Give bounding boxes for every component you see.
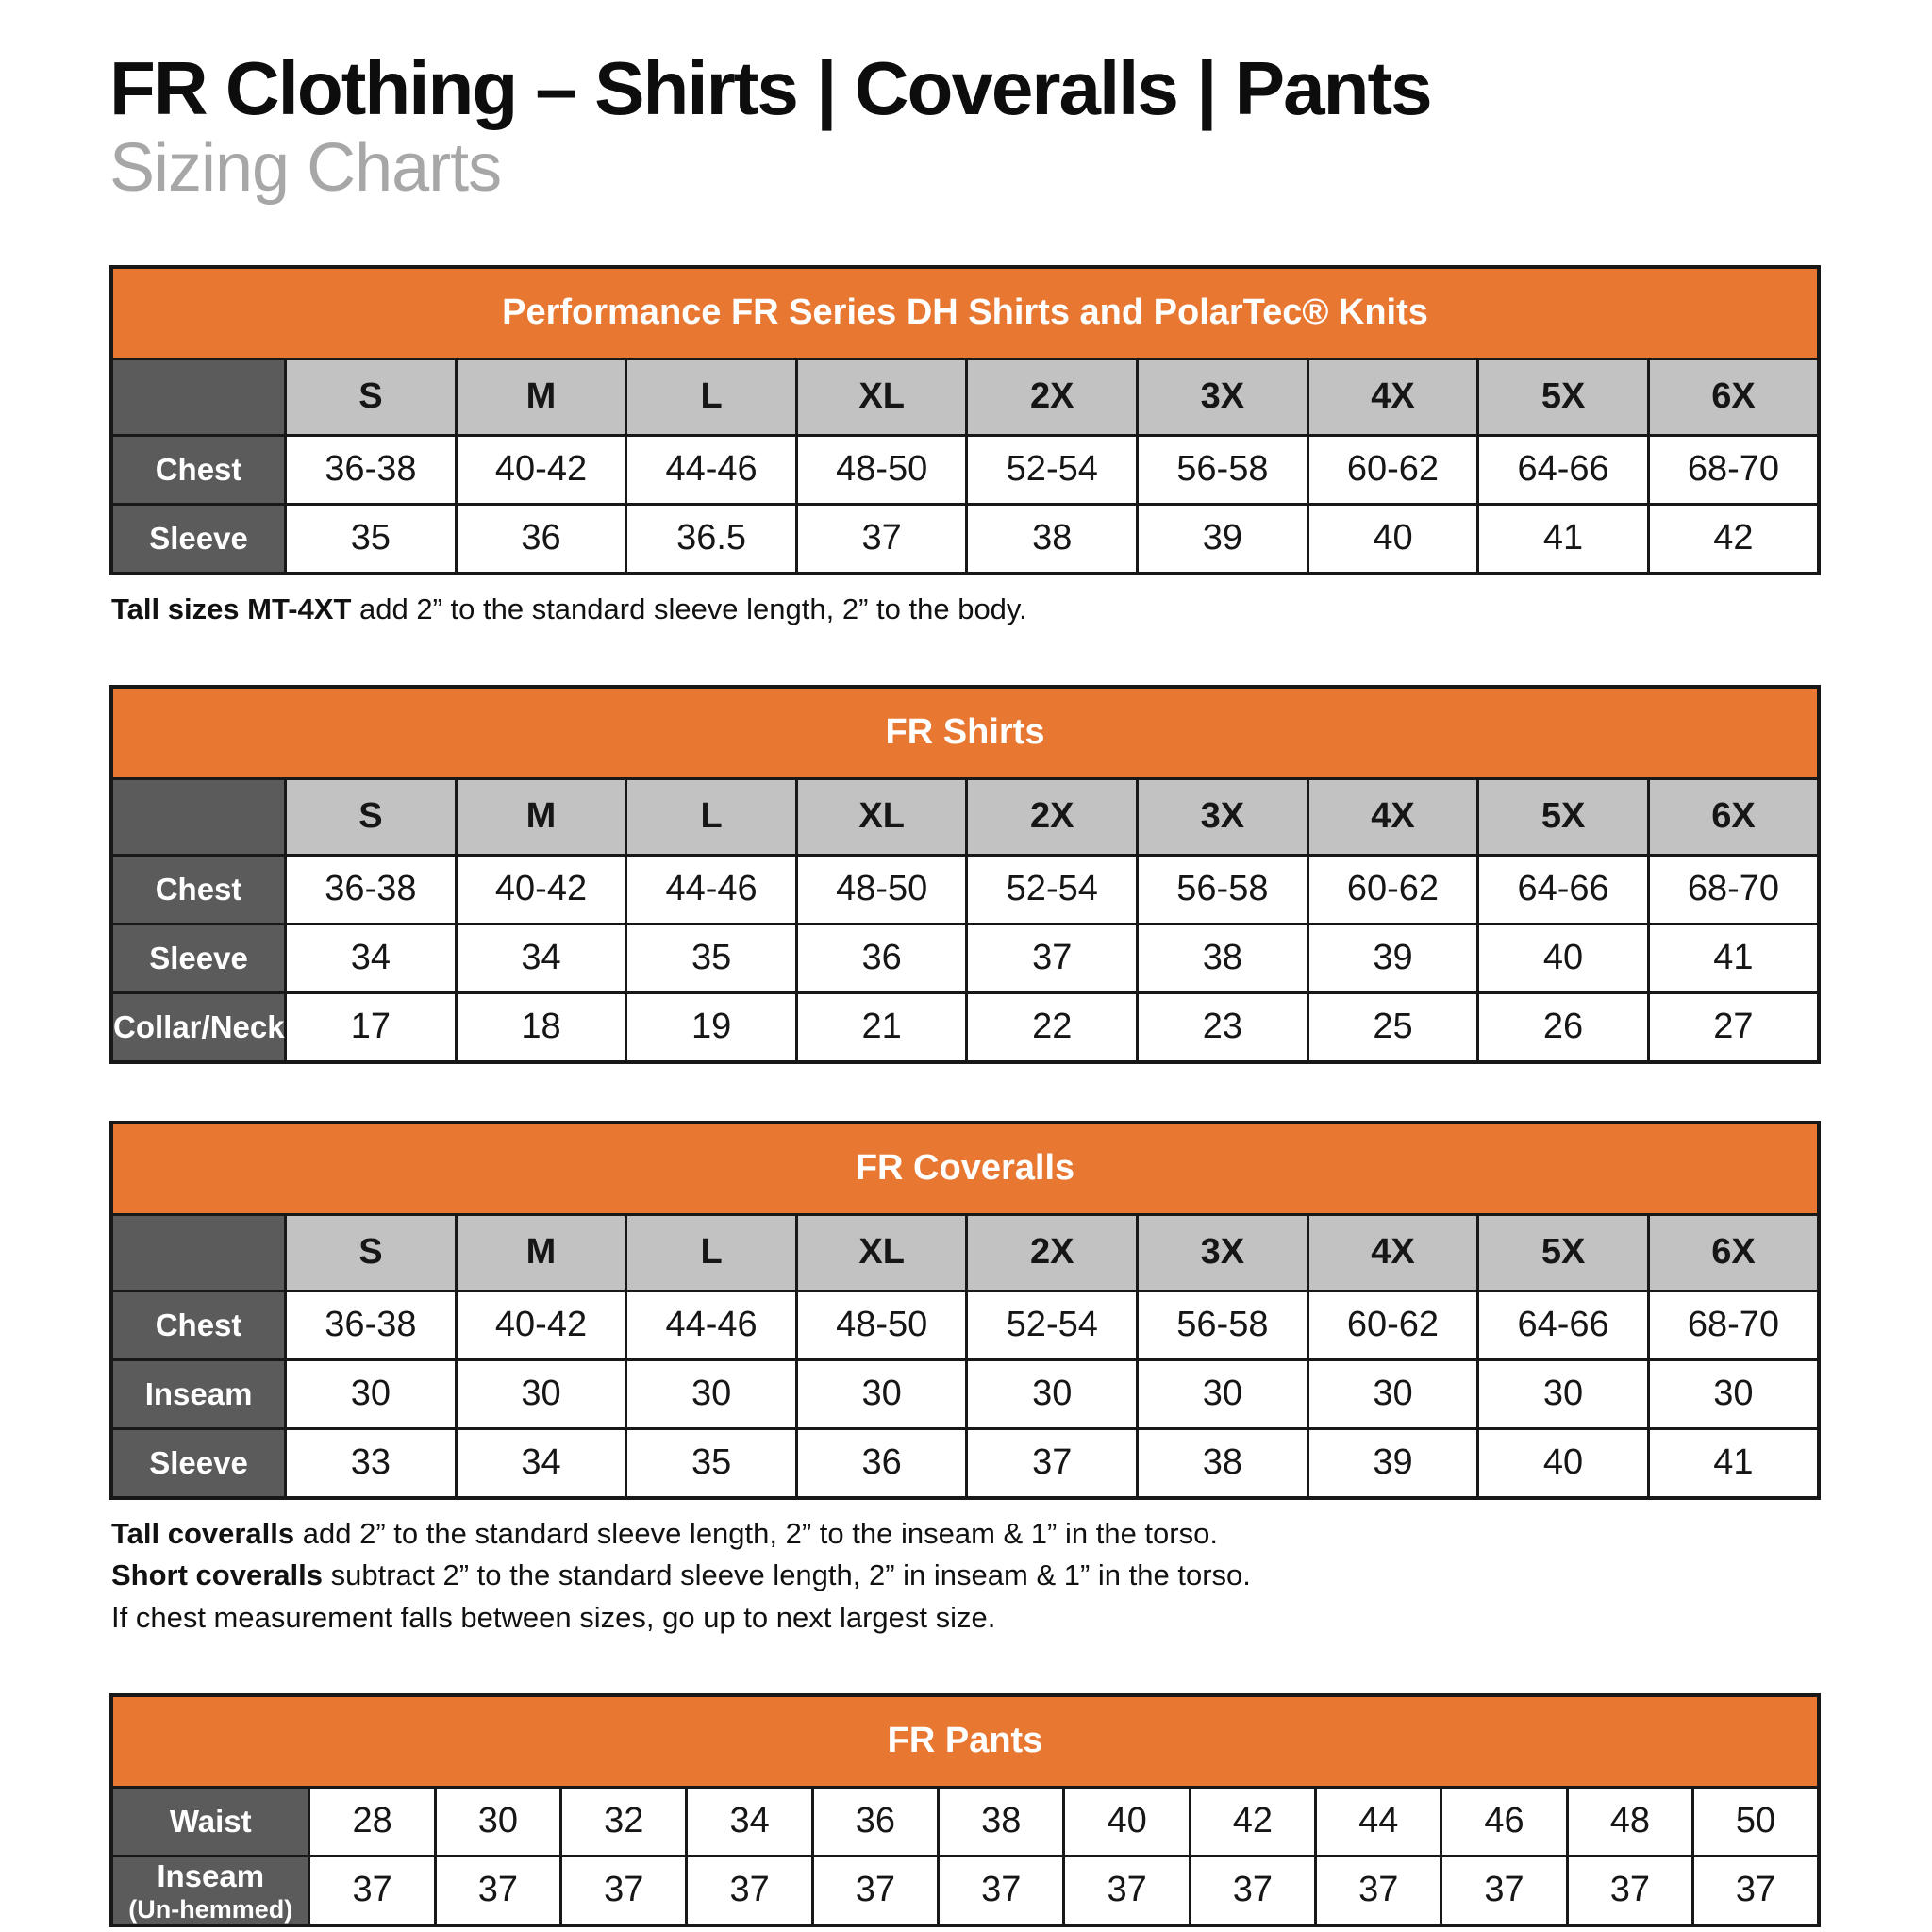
table-note <box>111 1515 1821 1553</box>
value-cell: 48-50 <box>796 1291 967 1359</box>
value-cell: 50 <box>1693 1787 1819 1856</box>
size-header-2X: 2X <box>967 358 1138 435</box>
value-cell: 37 <box>1693 1856 1819 1925</box>
value-cell: 32 <box>561 1787 687 1856</box>
table-title-fr-shirts: FR Shirts <box>111 687 1819 779</box>
size-header-row <box>111 778 1819 855</box>
size-header-row <box>111 1214 1819 1291</box>
size-header-3X: 3X <box>1138 1214 1308 1291</box>
table-performance-fr-knits <box>109 265 1821 575</box>
value-cell: 37 <box>939 1856 1064 1925</box>
size-header-S: S <box>286 1214 457 1291</box>
value-cell: 35 <box>286 504 457 574</box>
size-header-XL: XL <box>796 778 967 855</box>
section-fr-shirts <box>109 685 1821 1064</box>
value-cell: 30 <box>1307 1359 1478 1428</box>
value-cell: 60-62 <box>1307 1291 1478 1359</box>
value-cell: 28 <box>309 1787 435 1856</box>
size-header-4X: 4X <box>1307 1214 1478 1291</box>
value-cell: 37 <box>687 1856 812 1925</box>
value-cell: 30 <box>967 1359 1138 1428</box>
size-header-2X: 2X <box>967 1214 1138 1291</box>
value-cell: 36-38 <box>286 855 457 924</box>
value-cell: 37 <box>812 1856 938 1925</box>
table-title-row <box>111 1123 1819 1215</box>
size-header-4X: 4X <box>1307 778 1478 855</box>
table-fr-pants <box>109 1693 1821 1927</box>
row-label: Inseam (Un-hemmed) <box>111 1856 309 1925</box>
value-cell: 40 <box>1064 1787 1190 1856</box>
size-header-4X: 4X <box>1307 358 1478 435</box>
value-cell: 26 <box>1478 992 1649 1062</box>
notes-fr-coveralls <box>111 1515 1821 1637</box>
value-cell: 40-42 <box>456 855 626 924</box>
value-cell: 39 <box>1138 504 1308 574</box>
value-cell: 37 <box>967 924 1138 992</box>
note-bold-text: Tall sizes MT-4XT <box>111 591 352 625</box>
value-cell: 37 <box>1567 1856 1692 1925</box>
table-title-performance-fr-knits: Performance FR Series DH Shirts and PolarTec® Knits <box>111 267 1819 359</box>
value-cell: 30 <box>456 1359 626 1428</box>
table-row-sleeve <box>111 504 1819 574</box>
size-header-XL: XL <box>796 1214 967 1291</box>
value-cell: 37 <box>967 1428 1138 1498</box>
table-title-row <box>111 687 1819 779</box>
row-label: Sleeve <box>111 1428 286 1498</box>
value-cell: 39 <box>1307 1428 1478 1498</box>
table-row-sleeve <box>111 924 1819 992</box>
table-row-inseam <box>111 1856 1819 1925</box>
value-cell: 27 <box>1648 992 1819 1062</box>
value-cell: 44-46 <box>626 855 797 924</box>
value-cell: 60-62 <box>1307 435 1478 504</box>
table-row-collar-neck <box>111 992 1819 1062</box>
value-cell: 36-38 <box>286 435 457 504</box>
size-header-5X: 5X <box>1478 358 1649 435</box>
size-header-M: M <box>456 358 626 435</box>
note-text: If chest measurement falls between sizes, go up to next largest size. <box>111 1600 996 1634</box>
value-cell: 30 <box>626 1359 797 1428</box>
value-cell: 40-42 <box>456 435 626 504</box>
size-header-M: M <box>456 1214 626 1291</box>
table-row-chest <box>111 435 1819 504</box>
value-cell: 68-70 <box>1648 855 1819 924</box>
size-header-L: L <box>626 1214 797 1291</box>
sizing-tables-container <box>109 265 1821 1927</box>
value-cell: 44-46 <box>626 435 797 504</box>
value-cell: 41 <box>1478 504 1649 574</box>
value-cell: 21 <box>796 992 967 1062</box>
table-row-inseam <box>111 1359 1819 1428</box>
corner-cell <box>111 778 286 855</box>
table-note <box>111 1599 1821 1637</box>
section-fr-pants <box>109 1693 1821 1927</box>
row-label: Waist <box>111 1787 309 1856</box>
value-cell: 48-50 <box>796 855 967 924</box>
value-cell: 22 <box>967 992 1138 1062</box>
row-label: Inseam <box>111 1359 286 1428</box>
notes-performance-fr-knits <box>111 591 1821 628</box>
value-cell: 30 <box>1138 1359 1308 1428</box>
value-cell: 37 <box>796 504 967 574</box>
value-cell: 34 <box>456 924 626 992</box>
size-header-M: M <box>456 778 626 855</box>
size-header-6X: 6X <box>1648 358 1819 435</box>
row-label: Chest <box>111 435 286 504</box>
value-cell: 37 <box>1064 1856 1190 1925</box>
value-cell: 42 <box>1648 504 1819 574</box>
value-cell: 18 <box>456 992 626 1062</box>
row-label: Chest <box>111 1291 286 1359</box>
value-cell: 44 <box>1316 1787 1441 1856</box>
size-header-5X: 5X <box>1478 778 1649 855</box>
note-text: add 2” to the standard sleeve length, 2” to the body. <box>351 591 1027 625</box>
size-header-6X: 6X <box>1648 778 1819 855</box>
note-bold-text: Short coveralls <box>111 1558 323 1592</box>
table-title-row <box>111 1695 1819 1788</box>
value-cell: 37 <box>435 1856 560 1925</box>
page-subtitle: Sizing Charts <box>109 130 502 206</box>
value-cell: 68-70 <box>1648 435 1819 504</box>
value-cell: 38 <box>1138 1428 1308 1498</box>
value-cell: 35 <box>626 924 797 992</box>
corner-cell <box>111 1214 286 1291</box>
value-cell: 25 <box>1307 992 1478 1062</box>
value-cell: 38 <box>1138 924 1308 992</box>
value-cell: 64-66 <box>1478 855 1649 924</box>
value-cell: 41 <box>1648 924 1819 992</box>
page-title: FR Clothing – Shirts | Coveralls | Pants <box>109 46 1431 130</box>
value-cell: 52-54 <box>967 855 1138 924</box>
value-cell: 64-66 <box>1478 435 1649 504</box>
row-label: Sleeve <box>111 504 286 574</box>
size-header-S: S <box>286 358 457 435</box>
value-cell: 19 <box>626 992 797 1062</box>
value-cell: 44-46 <box>626 1291 797 1359</box>
value-cell: 48 <box>1567 1787 1692 1856</box>
value-cell: 34 <box>286 924 457 992</box>
value-cell: 38 <box>967 504 1138 574</box>
size-header-3X: 3X <box>1138 358 1308 435</box>
value-cell: 60-62 <box>1307 855 1478 924</box>
size-header-2X: 2X <box>967 778 1138 855</box>
size-header-3X: 3X <box>1138 778 1308 855</box>
size-header-row <box>111 358 1819 435</box>
value-cell: 39 <box>1307 924 1478 992</box>
value-cell: 56-58 <box>1138 435 1308 504</box>
value-cell: 36 <box>796 1428 967 1498</box>
value-cell: 30 <box>435 1787 560 1856</box>
value-cell: 30 <box>1648 1359 1819 1428</box>
table-row-chest <box>111 855 1819 924</box>
value-cell: 30 <box>1478 1359 1649 1428</box>
table-row-waist <box>111 1787 1819 1856</box>
value-cell: 52-54 <box>967 1291 1138 1359</box>
value-cell: 36-38 <box>286 1291 457 1359</box>
value-cell: 40-42 <box>456 1291 626 1359</box>
value-cell: 35 <box>626 1428 797 1498</box>
value-cell: 36.5 <box>626 504 797 574</box>
value-cell: 40 <box>1307 504 1478 574</box>
value-cell: 42 <box>1190 1787 1315 1856</box>
section-performance-fr-knits <box>109 265 1821 628</box>
value-cell: 30 <box>796 1359 967 1428</box>
size-header-6X: 6X <box>1648 1214 1819 1291</box>
value-cell: 34 <box>687 1787 812 1856</box>
value-cell: 41 <box>1648 1428 1819 1498</box>
value-cell: 36 <box>812 1787 938 1856</box>
value-cell: 37 <box>561 1856 687 1925</box>
note-bold-text: Tall coveralls <box>111 1516 295 1550</box>
note-text: add 2” to the standard sleeve length, 2” to the inseam & 1” in the torso. <box>294 1516 1218 1550</box>
value-cell: 17 <box>286 992 457 1062</box>
value-cell: 36 <box>456 504 626 574</box>
value-cell: 40 <box>1478 924 1649 992</box>
table-row-chest <box>111 1291 1819 1359</box>
row-label: Chest <box>111 855 286 924</box>
table-title-row <box>111 267 1819 359</box>
value-cell: 37 <box>1190 1856 1315 1925</box>
value-cell: 37 <box>309 1856 435 1925</box>
row-sublabel: (Un-hemmed) <box>128 1894 293 1924</box>
value-cell: 36 <box>796 924 967 992</box>
value-cell: 33 <box>286 1428 457 1498</box>
value-cell: 56-58 <box>1138 855 1308 924</box>
value-cell: 48-50 <box>796 435 967 504</box>
value-cell: 30 <box>286 1359 457 1428</box>
value-cell: 23 <box>1138 992 1308 1062</box>
table-fr-coveralls <box>109 1121 1821 1500</box>
size-header-5X: 5X <box>1478 1214 1649 1291</box>
value-cell: 56-58 <box>1138 1291 1308 1359</box>
value-cell: 68-70 <box>1648 1291 1819 1359</box>
value-cell: 37 <box>1316 1856 1441 1925</box>
size-header-XL: XL <box>796 358 967 435</box>
table-row-sleeve <box>111 1428 1819 1498</box>
value-cell: 34 <box>456 1428 626 1498</box>
table-note <box>111 1557 1821 1594</box>
row-label: Sleeve <box>111 924 286 992</box>
value-cell: 46 <box>1441 1787 1567 1856</box>
value-cell: 52-54 <box>967 435 1138 504</box>
row-label: Collar/Neck <box>111 992 286 1062</box>
size-header-S: S <box>286 778 457 855</box>
value-cell: 40 <box>1478 1428 1649 1498</box>
table-title-fr-pants: FR Pants <box>111 1695 1819 1788</box>
section-fr-coveralls <box>109 1121 1821 1637</box>
table-note <box>111 591 1821 628</box>
value-cell: 37 <box>1441 1856 1567 1925</box>
value-cell: 64-66 <box>1478 1291 1649 1359</box>
size-header-L: L <box>626 358 797 435</box>
corner-cell <box>111 358 286 435</box>
size-header-L: L <box>626 778 797 855</box>
note-text: subtract 2” to the standard sleeve length, 2” in inseam & 1” in the torso. <box>322 1558 1251 1592</box>
table-fr-shirts <box>109 685 1821 1064</box>
value-cell: 38 <box>939 1787 1064 1856</box>
table-title-fr-coveralls: FR Coveralls <box>111 1123 1819 1215</box>
